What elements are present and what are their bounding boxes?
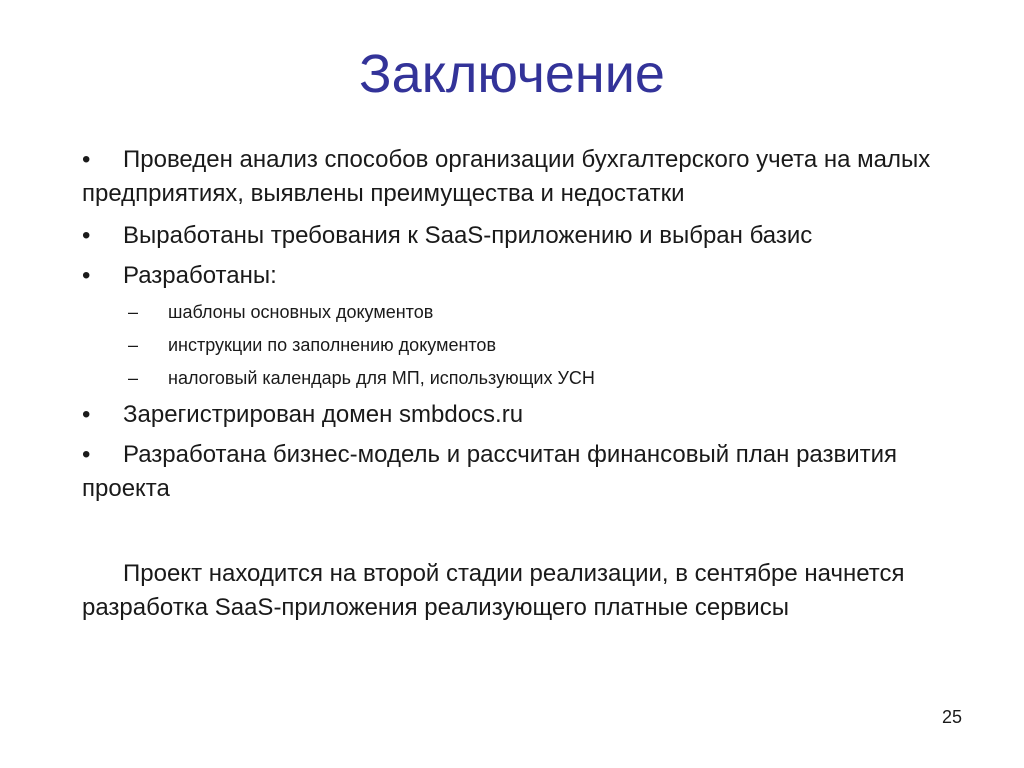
sub-bullet-marker: – (128, 368, 139, 388)
bullet-item (82, 219, 982, 253)
sub-item-text: инструкции по заполнению документов (168, 335, 497, 355)
sub-list-item (128, 332, 928, 358)
bullet-item (82, 259, 982, 293)
bullet-text: Разработана бизнес-модель и рассчитан финансовый план развития проекта (82, 441, 898, 502)
page-number: 25 (941, 707, 962, 727)
closing-paragraph: Проект находится на второй стадии реализации, в сентябре начнется разработка SaaS-приложения реализующего платные сервисы (82, 560, 905, 621)
sub-bullet-marker: – (128, 302, 139, 322)
slide-title: Заключение (359, 44, 665, 104)
sub-list-item (128, 365, 928, 391)
bullet-marker: • (82, 262, 91, 289)
bullet-text: Зарегистрирован домен smbdocs.ru (123, 401, 524, 428)
bullet-marker: • (82, 146, 91, 173)
bullet-text: Разработаны: (123, 262, 277, 289)
sub-item-text: шаблоны основных документов (168, 302, 434, 322)
bullet-text: Выработаны требования к SaaS-приложению и выбран базис (123, 222, 813, 249)
sub-list-item (128, 299, 928, 325)
sub-bullet-marker: – (128, 335, 139, 355)
bullet-item (82, 438, 982, 506)
bullet-marker: • (82, 441, 91, 468)
bullet-marker: • (82, 401, 91, 428)
bullet-item (82, 398, 982, 432)
bullet-item (82, 143, 982, 211)
bullet-marker: • (82, 222, 91, 249)
bullet-text: Проведен анализ способов организации бухгалтерского учета на малых предприятиях, выявлены преимущества и недостатки (82, 146, 931, 207)
sub-item-text: налоговый календарь для МП, использующих УСН (168, 368, 595, 388)
